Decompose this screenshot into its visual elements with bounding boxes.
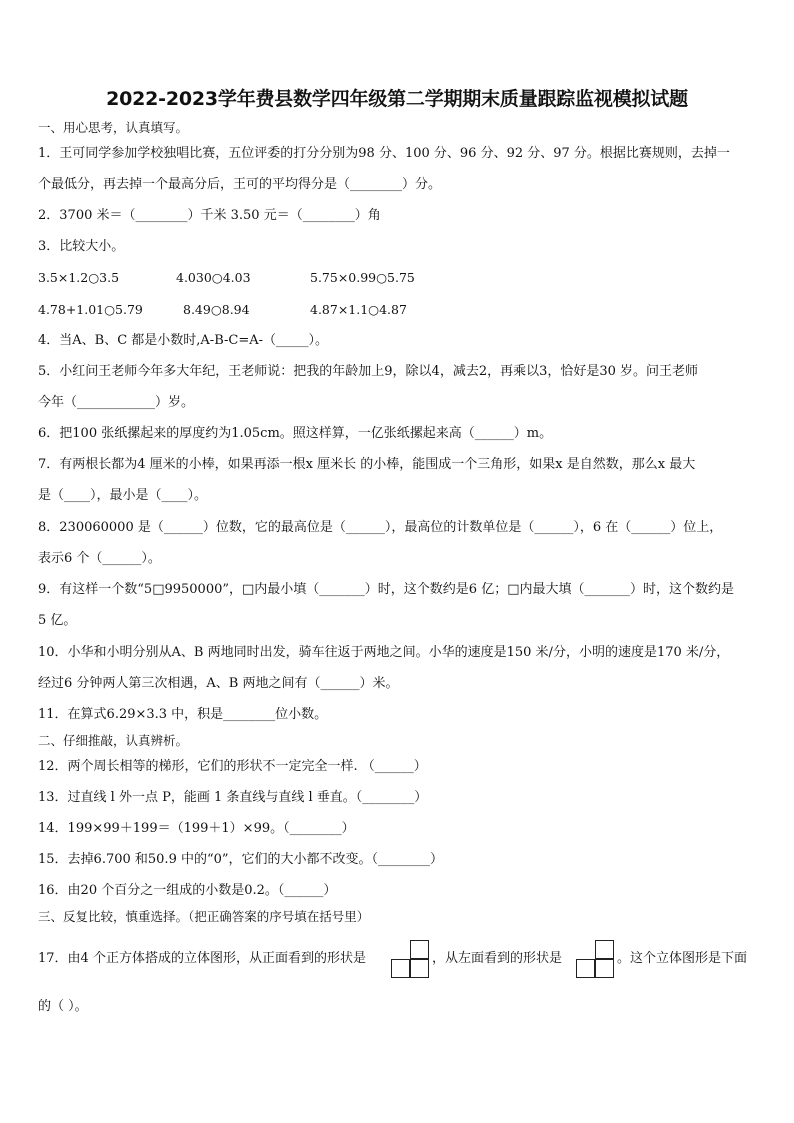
question-8-line-1: 8．230060000 是（______）位数，它的最高位是（______），最高位的计数单位是（______），6 在（______）位上，	[38, 520, 723, 535]
question-14: 14．199×99＋199＝（199＋1）×99。（________）	[38, 821, 355, 836]
question-17-line-2: 的（ ）。	[38, 999, 88, 1014]
compare-item: 4.030○4.03	[176, 270, 251, 285]
page-title: 2022-2023学年费县数学四年级第二学期期末质量跟踪监视模拟试题	[106, 88, 688, 110]
question-6: 6．把100 张纸摞起来的厚度约为1.05cm。照这样算，一亿张纸摞起来高（______）m。	[38, 426, 553, 441]
section-heading-3: 三、反复比较，慎重选择。（把正确答案的序号填在括号里）	[38, 909, 370, 924]
question-9-line-2: 5 亿。	[38, 613, 77, 628]
question-17-part-1: 17．由4 个正方体搭成的立体图形，从正面看到的形状是	[38, 951, 366, 966]
compare-item: 4.87×1.1○4.87	[310, 302, 407, 317]
left-view-figure	[576, 940, 614, 978]
question-12: 12．两个周长相等的梯形，它们的形状不一定完全一样. （______）	[38, 759, 427, 774]
question-17-part-2: ，从左面看到的形状是	[432, 951, 563, 966]
compare-item: 8.49○8.94	[183, 302, 250, 317]
question-5-line-2: 今年（____________）岁。	[38, 395, 195, 410]
compare-item: 3.5×1.2○3.5	[38, 270, 120, 285]
question-4: 4．当A、B、C 都是小数时,A-B-C=A-（_____）。	[38, 333, 329, 348]
question-15: 15．去掉6.700 和50.9 中的“0”，它们的大小都不改变。（________）	[38, 852, 444, 867]
question-10-line-1: 10．小华和小明分别从A、B 两地同时出发，骑车往返于两地之间。小华的速度是150 米/分，小明的速度是170 米/分，	[38, 645, 730, 660]
question-17-part-3: 。这个立体图形是下面	[617, 951, 748, 966]
question-8-line-2: 表示6 个（______）。	[38, 551, 161, 566]
section-heading-1: 一、用心思考，认真填写。	[38, 120, 189, 135]
question-7-line-2: 是（____），最小是（____）。	[38, 488, 208, 503]
section-heading-2: 二、仔细推敲，认真辨析。	[38, 733, 189, 748]
question-2: 2．3700 米＝（________）千米 3.50 元＝（________）角	[38, 208, 381, 223]
question-1-line-1: 1．王可同学参加学校独唱比赛，五位评委的打分分别为98 分、100 分、96 分、92 分、97 分。根据比赛规则，去掉一	[38, 146, 730, 161]
question-7-line-1: 7．有两根长都为4 厘米的小棒，如果再添一根x 厘米长 的小棒，能围成一个三角形，如果x 是自然数，那么x 最大	[38, 457, 696, 472]
compare-item: 5.75×0.99○5.75	[310, 270, 415, 285]
question-9-line-1: 9．有这样一个数“5□9950000”，□内最小填（_______）时，这个数约是6 亿；□内最大填（_______）时，这个数约是	[38, 582, 734, 597]
question-5-line-1: 5．小红问王老师今年多大年纪，王老师说：把我的年龄加上9，除以4，减去2，再乘以3，恰好是30 岁。问王老师	[38, 364, 699, 379]
question-1-line-2: 个最低分，再去掉一个最高分后，王可的平均得分是（________）分。	[38, 177, 442, 192]
front-view-figure	[391, 940, 429, 978]
question-13: 13．过直线 l 外一点 P，能画 1 条直线与直线 l 垂直。（________）	[38, 790, 428, 805]
question-16: 16．由20 个百分之一组成的小数是0.2。（______）	[38, 883, 337, 898]
compare-item: 4.78+1.01○5.79	[38, 302, 143, 317]
question-11: 11．在算式6.29×3.3 中，积是________位小数。	[38, 707, 328, 722]
question-3-prompt: 3．比较大小。	[38, 239, 125, 254]
question-10-line-2: 经过6 分钟两人第三次相遇，A、B 两地之间有（______）米。	[38, 676, 399, 691]
